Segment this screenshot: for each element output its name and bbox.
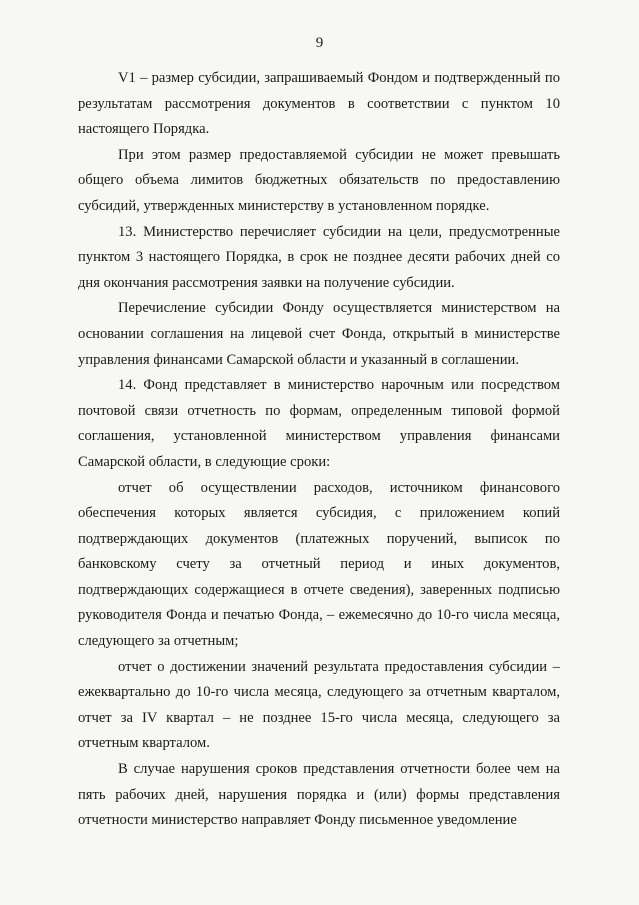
paragraph-expense-report: отчет об осуществлении расходов, источником финансового обеспечения которых является субсидия, с приложением копий подтверждающих документов (платежных поручений, выписок по банковскому счету за отчетный период и иных документов, подтверждающих содержащиеся в отчете сведения), заверенных подписью руководителя Фонда и печатью Фонда, – ежемесячно до 10-го числа месяца, следующего за отчетным; <box>78 479 560 650</box>
paragraph-result-report: отчет о достижении значений результата предоставления субсидии – ежеквартально до 10-го числа месяца, следующего за отчетным кварталом, отчет за IV квартал – не позднее 15-го числа месяца, следующего за отчетным кварталом. <box>78 658 560 752</box>
paragraph-subsidy-limit: При этом размер предоставляемой субсидии не может превышать общего объема лимитов бюджетных обязательств по предоставлению субсидий, утвержденных министерству в установленном порядке. <box>78 146 560 214</box>
paragraph-v1-definition: V1 – размер субсидии, запрашиваемый Фондом и подтвержденный по результатам рассмотрения документов в соответствии с пунктом 10 настоящего Порядка. <box>78 70 560 138</box>
paragraph-violation: В случае нарушения сроков представления отчетности более чем на пять рабочих дней, нарушения порядка и (или) формы представления отчетности министерство направляет Фонду письменное уведомление <box>78 761 560 829</box>
paragraph-item-13: 13. Министерство перечисляет субсидии на цели, предусмотренные пунктом 3 настоящего Порядка, в срок не позднее десяти рабочих дней со дня окончания рассмотрения заявки на получение субсидии. <box>78 223 560 291</box>
page-number: 9 <box>315 35 324 51</box>
document-body <box>78 66 560 834</box>
paragraph-item-14: 14. Фонд представляет в министерство нарочным или посредством почтовой связи отчетность по формам, определенным типовой формой соглашения, установленной министерством управления финансами Самарской области, в следующие сроки: <box>78 377 560 470</box>
paragraph-transfer: Перечисление субсидии Фонду осуществляется министерством на основании соглашения на лицевой счет Фонда, открытый в министерстве управления финансами Самарской области и указанный в соглашении. <box>78 300 560 368</box>
